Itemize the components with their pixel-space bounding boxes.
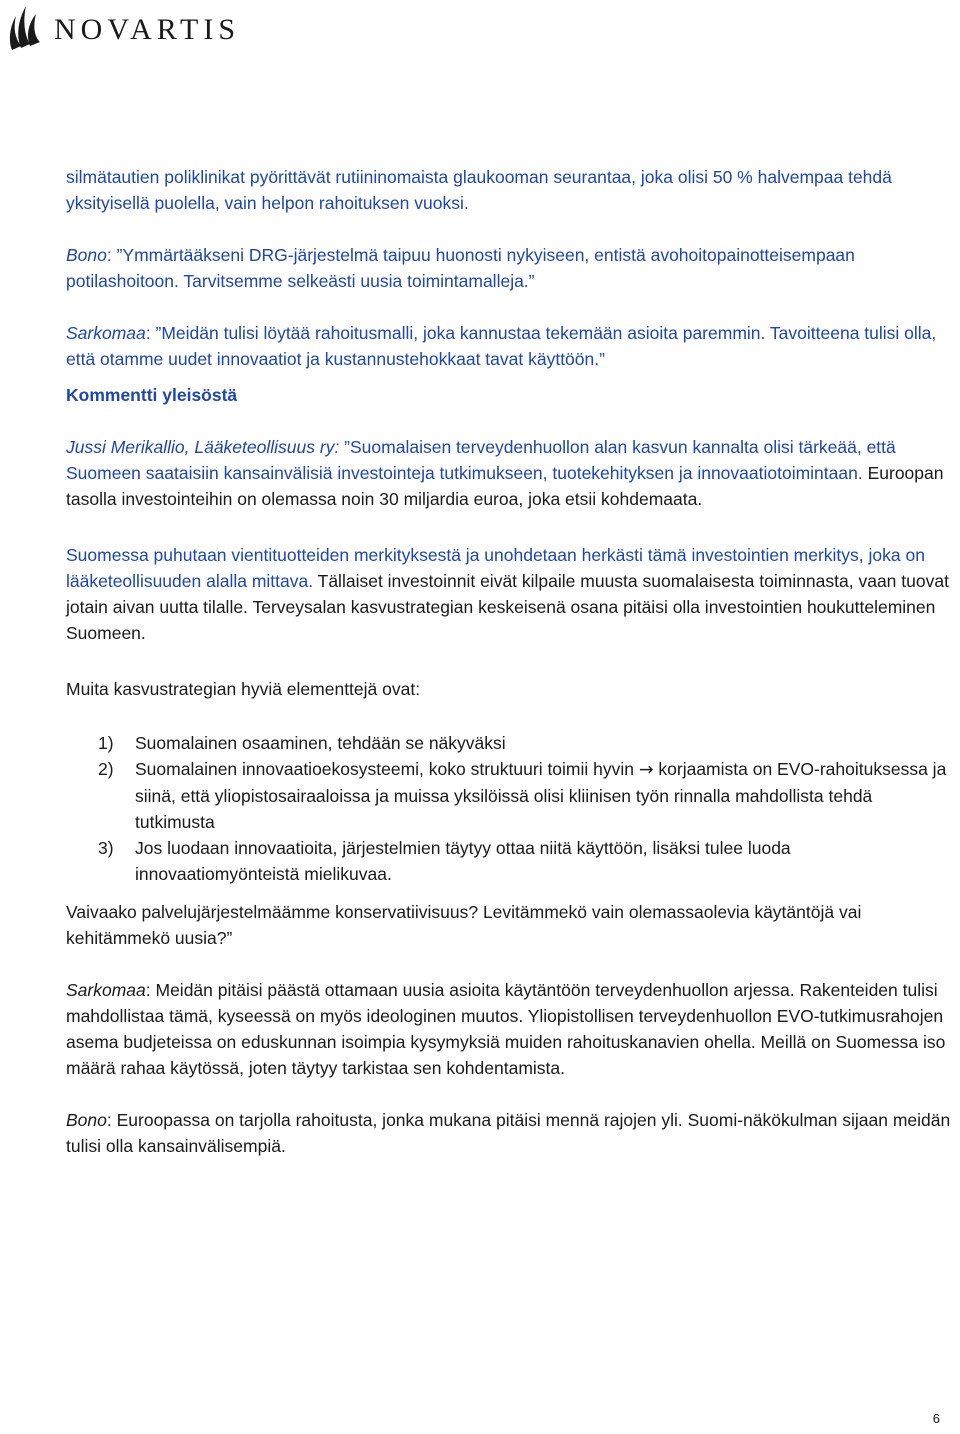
- paragraph-9: [66, 1107, 956, 1159]
- novartis-flame-icon: [4, 2, 44, 52]
- paragraph-5: [66, 542, 956, 646]
- paragraph-3-text: : ”Meidän tulisi löytää rahoitusmalli, joka kannustaa tekemään asioita paremmin. Tavoitteena tulisi olla, että otamme uudet innovaatiot ja kustannustehokkaat tavat käyttöön.”: [66, 323, 937, 369]
- list-item-text-b: korjaamista on EVO-rahoituksessa ja siinä, että yliopistosairaaloissa ja muissa yksilöissä olisi kliinisen työn rinnalla mahdollista tehdä tutkimusta: [135, 759, 947, 832]
- list-item: [66, 730, 956, 756]
- page-number: 6: [932, 1411, 940, 1426]
- list-item-text: [135, 756, 956, 835]
- list-item: [66, 835, 956, 887]
- paragraph-5-text-black: Tällaiset investoinnit eivät kilpaile muusta suomalaisesta toiminnasta, vaan tuovat jotain aivan uutta tilalle. Terveysalan kasvustrategian keskeisenä osana pitäisi olla investointien houkutteleminen Suomeen.: [66, 571, 949, 643]
- list-item-text: Suomalainen osaaminen, tehdään se näkyväksi: [135, 733, 506, 753]
- list-item-text: Jos luodaan innovaatioita, järjestelmien täytyy ottaa niitä käyttöön, lisäksi tulee luoda innovaatiomyönteistä mielikuvaa.: [135, 838, 791, 884]
- speaker-sarkomaa: Sarkomaa: [66, 323, 146, 343]
- paragraph-4-text-blue: ”Suomalaisen terveydenhuollon alan kasvun kannalta olisi tärkeää, että Suomeen saataisiin kansainvälisiä investointeja tutkimukseen, tuotekehityksen ja innovaatiotoimintaan.: [66, 437, 896, 483]
- list-item: [66, 756, 956, 835]
- document-body: [66, 164, 956, 1159]
- paragraph-1: silmätautien poliklinikat pyörittävät rutiininomaista glaukooman seurantaa, joka olisi 50 % halvempaa tehdä yksityisellä puolella, vain helpon rahoituksen vuoksi.: [66, 167, 892, 213]
- paragraph-4-text-black: Euroopan tasolla investointeihin on olemassa noin 30 miljardia euroa, joka etsii kohdemaata.: [66, 463, 944, 509]
- arrow-right-icon: →: [638, 760, 654, 780]
- paragraph-9-text: : Euroopassa on tarjolla rahoitusta, jonka mukana pitäisi mennä rajojen yli. Suomi-näkökulman sijaan meidän tulisi olla kansainvälisempiä.: [66, 1110, 951, 1156]
- speaker-sarkomaa: Sarkomaa: [66, 980, 146, 1000]
- paragraph-3: [66, 320, 956, 372]
- paragraph-4: [66, 434, 956, 512]
- paragraph-7: Vaivaako palvelujärjestelmäämme konservatiivisuus? Levitämmekö vain olemassaolevia käytäntöjä vai kehitämmekö uusia?”: [66, 902, 862, 948]
- section-heading: Kommentti yleisöstä: [66, 385, 238, 405]
- speaker-bono: Bono: [66, 1110, 107, 1130]
- speaker-merikallio: Jussi Merikallio, Lääketeollisuus ry:: [66, 437, 340, 457]
- paragraph-2: [66, 242, 956, 294]
- paragraph-8: [66, 977, 956, 1081]
- list-number: 2): [98, 759, 114, 779]
- list-number: 3): [98, 838, 114, 858]
- novartis-logo: [4, 2, 240, 52]
- list-item-text-a: Suomalainen innovaatioekosysteemi, koko struktuuri toimii hyvin: [135, 759, 639, 779]
- logo-wordmark: NOVARTIS: [54, 13, 241, 46]
- elements-list: [66, 730, 956, 887]
- paragraph-5-text-blue: Suomessa puhutaan vientituotteiden merkityksestä ja unohdetaan herkästi tämä investointien merkitys, joka on lääketeollisuuden alalla mittava.: [66, 545, 925, 591]
- paragraph-2-text: : ”Ymmärtääkseni DRG-järjestelmä taipuu huonosti nykyiseen, entistä avohoitopainotteisempaan potilashoitoon. Tarvitsemme selkeästi uusia toimintamalleja.”: [66, 245, 855, 291]
- list-number: 1): [98, 733, 114, 753]
- speaker-bono: Bono: [66, 245, 107, 265]
- paragraph-8-text: : Meidän pitäisi päästä ottamaan uusia asioita käytäntöön terveydenhuollon arjessa. Rakenteiden tulisi mahdollistaa tämä, kyseessä on myös ideologinen muutos. Yliopistollisen terveydenhuollon EVO-tutkimusrahojen asema budjeteissa on eduskunnan isoimpia kysymyksiä muiden rahoituskanavien ohella. Meillä on Suomessa iso määrä rahaa käytössä, joten täytyy tarkistaa sen kohdentamista.: [66, 980, 946, 1078]
- paragraph-6: Muita kasvustrategian hyviä elementtejä ovat:: [66, 679, 421, 699]
